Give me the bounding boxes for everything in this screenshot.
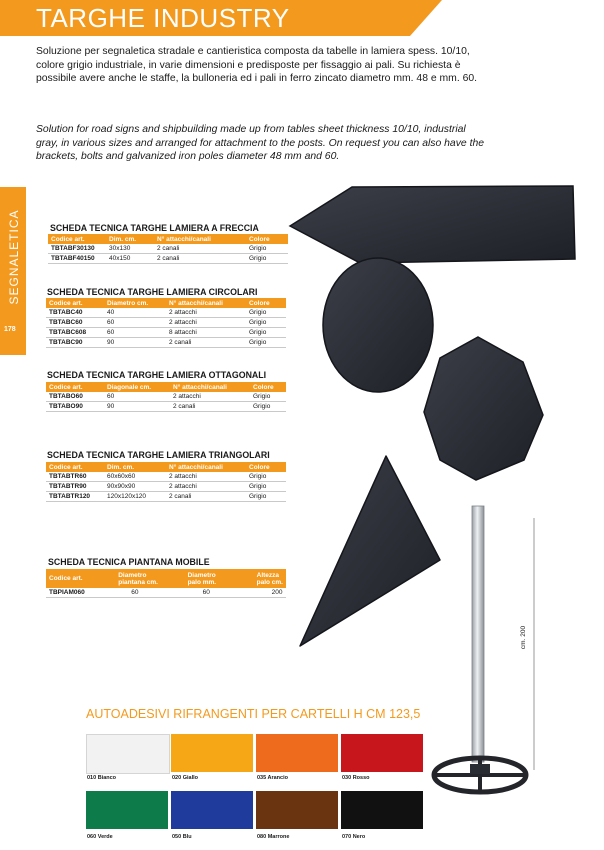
triangular-sign-shape <box>300 456 440 646</box>
swatch-label: 010 Bianco <box>87 775 117 781</box>
table-cell: 200 <box>254 588 286 598</box>
table-header-line: Codice art. <box>49 575 83 582</box>
table-cell: 2 canali <box>170 402 250 412</box>
color-swatch-red <box>341 734 423 772</box>
table-header: N° attacchi/canali <box>166 462 246 472</box>
table-cell: Grigio <box>246 492 286 502</box>
side-category-label: SEGNALETICA <box>7 209 21 305</box>
table-header: Colore <box>246 234 288 244</box>
table-header: N° attacchi/canali <box>154 234 246 244</box>
table-cell: TBTABC608 <box>46 328 104 338</box>
table-cell: 2 canali <box>154 244 246 254</box>
table-cell: 2 attacchi <box>166 318 246 328</box>
color-swatch-blue <box>171 791 253 829</box>
color-swatch-orange <box>256 734 338 772</box>
table-cell: TBPIAM060 <box>46 588 115 598</box>
table-header-line: Altezza <box>256 571 280 579</box>
table-cell: TBTABO60 <box>46 392 104 402</box>
swatch-label: 080 Marrone <box>257 834 290 840</box>
table-cell: 120x120x120 <box>104 492 166 502</box>
table-cell: Grigio <box>246 244 288 254</box>
table-cell: 60 <box>185 588 254 598</box>
table-header: Dim. cm. <box>104 462 166 472</box>
table-cell: Grigio <box>246 308 286 318</box>
swatch-label: 020 Giallo <box>172 775 198 781</box>
color-swatch-yellow <box>171 734 253 772</box>
table-cell: 40x150 <box>106 254 154 264</box>
intro-italian: Soluzione per segnaletica stradale e cantieristica composta da tabelle in lamiera spess. 10/10, colore grigio industriale, in varie dimensioni e predisposte per fissaggio ai pali. Su richiesta è possibile avere anche le staffe, la bulloneria ed i pali in ferro zincato diametro mm. 48 e mm. 60. <box>36 46 478 85</box>
stand-base-hub <box>470 764 490 774</box>
table-cell: 60 <box>104 392 170 402</box>
stickers-title: AUTOADESIVI RIFRANGENTI PER CARTELLI H CM 123,5 <box>86 707 421 721</box>
section-title-circular: SCHEDA TECNICA TARGHE LAMIERA CIRCOLARI <box>47 287 258 297</box>
table-cell: Grigio <box>246 472 286 482</box>
swatch-label: 035 Arancio <box>257 775 288 781</box>
table-header: N° attacchi/canali <box>166 298 246 308</box>
table-cell: TBTABO90 <box>46 402 104 412</box>
table-cell: Grigio <box>246 482 286 492</box>
table-header-line: Diametro <box>118 571 147 579</box>
table-cell: 2 attacchi <box>166 308 246 318</box>
swatch-label: 070 Nero <box>342 834 366 840</box>
table-header: Colore <box>246 298 286 308</box>
table-cell: TBTABTR120 <box>46 492 104 502</box>
table-header: Codice art. <box>46 382 104 392</box>
stand-pole <box>472 506 484 762</box>
table-cell: 30x130 <box>106 244 154 254</box>
arrow-sign-shape <box>290 186 575 263</box>
octagonal-sign-shape <box>424 337 543 480</box>
circular-sign-shape <box>323 258 433 392</box>
table-cell: TBTABF30130 <box>48 244 106 254</box>
table-cell: 2 canali <box>166 338 246 348</box>
table-header: Codice art. <box>46 298 104 308</box>
intro-english: Solution for road signs and shipbuilding made up from tables sheet thickness 10/10, industrial gray, in various sizes and arranged for attachment to the posts. On request you can also have the brackets, bolts and galvanized iron poles diameter 48 mm and 60. <box>36 124 485 163</box>
table-header: Dim. cm. <box>106 234 154 244</box>
table-header-line: palo mm. <box>187 578 217 586</box>
section-title-triangular: SCHEDA TECNICA TARGHE LAMIERA TRIANGOLARI <box>47 450 270 460</box>
table-cell: TBTABTR60 <box>46 472 104 482</box>
table-cell: 40 <box>104 308 166 318</box>
color-swatch-white <box>86 734 170 774</box>
table-header: Codice art. <box>46 462 104 472</box>
table-cell: 2 attacchi <box>166 472 246 482</box>
section-title-arrow: SCHEDA TECNICA TARGHE LAMIERA A FRECCIA <box>50 223 259 233</box>
table-cell: TBTABTR90 <box>46 482 104 492</box>
table-cell: TBTABC40 <box>46 308 104 318</box>
table-header-line: palo cm. <box>256 578 283 586</box>
table-header: Diametro cm. <box>104 298 166 308</box>
table-cell: 60 <box>104 318 166 328</box>
table-cell: Grigio <box>246 318 286 328</box>
section-title-octagonal: SCHEDA TECNICA TARGHE LAMIERA OTTAGONALI <box>47 370 267 380</box>
color-swatch-green <box>86 791 168 829</box>
page-title: TARGHE INDUSTRY <box>36 3 290 33</box>
table-header-line: Diametro <box>187 571 216 579</box>
table-cell: Grigio <box>250 402 286 412</box>
table-cell: 2 canali <box>154 254 246 264</box>
table-cell: Grigio <box>246 254 288 264</box>
table-header-line: piantana cm. <box>118 578 158 586</box>
table-cell: Grigio <box>246 328 286 338</box>
table-cell: 60x60x60 <box>104 472 166 482</box>
table-cell: 90 <box>104 338 166 348</box>
table-cell: 2 canali <box>166 492 246 502</box>
section-title-stand: SCHEDA TECNICA PIANTANA MOBILE <box>48 557 210 567</box>
table-cell: TBTABF40150 <box>48 254 106 264</box>
page-number: 178 <box>4 326 16 333</box>
swatch-label: 050 Blu <box>172 834 192 840</box>
color-swatch-brown <box>256 791 338 829</box>
table-cell: 2 attacchi <box>170 392 250 402</box>
table-cell: Grigio <box>246 338 286 348</box>
table-cell: TBTABC90 <box>46 338 104 348</box>
table-header: Colore <box>250 382 286 392</box>
table-cell: TBTABC60 <box>46 318 104 328</box>
table-header: Colore <box>246 462 286 472</box>
swatch-label: 060 Verde <box>87 834 113 840</box>
table-cell: 60 <box>115 588 184 598</box>
table-header: Diagonale cm. <box>104 382 170 392</box>
table-cell: 8 attacchi <box>166 328 246 338</box>
table-header: N° attacchi/canali <box>170 382 250 392</box>
color-swatch-black <box>341 791 423 829</box>
table-cell: 90x90x90 <box>104 482 166 492</box>
swatch-label: 030 Rosso <box>342 775 370 781</box>
table-cell: Grigio <box>250 392 286 402</box>
table-header: Codice art. <box>48 234 106 244</box>
table-cell: 90 <box>104 402 170 412</box>
stand-height-label: cm. 200 <box>520 625 528 650</box>
table-cell: 2 attacchi <box>166 482 246 492</box>
table-cell: 60 <box>104 328 166 338</box>
